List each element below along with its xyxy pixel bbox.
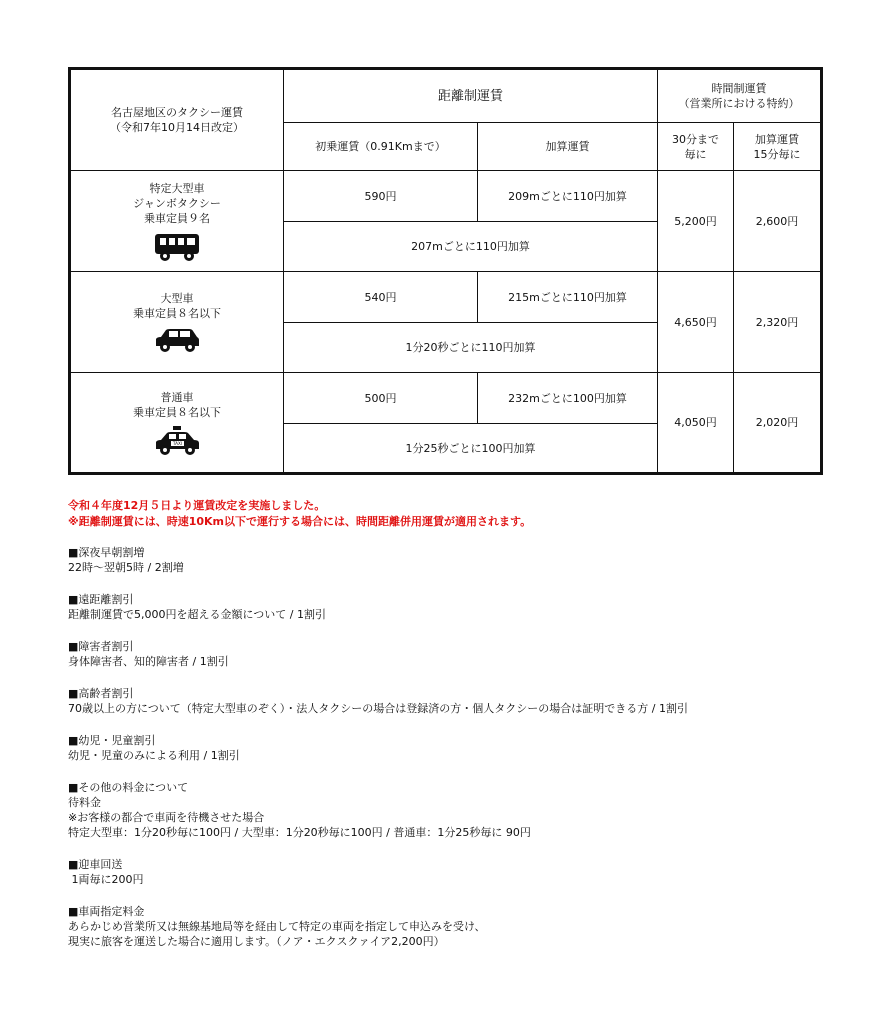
time-fare-header-note: （営業所における特約） bbox=[678, 97, 800, 110]
distance-fare-note: ※距離制運賃には、時速10Km以下で運行する場合には、時間距離併用運賃が適用されます。 bbox=[68, 515, 532, 528]
revision-notice-line: 令和４年度12月５日より運賃改定を実施しました。 bbox=[68, 499, 326, 512]
section-heading: ■ 障害者割引 bbox=[68, 639, 858, 654]
fare-table bbox=[68, 67, 823, 475]
section-heading: ■ その他の料金について bbox=[68, 780, 858, 795]
table-title-cell bbox=[70, 69, 284, 171]
section-heading: ■ 遠距離割引 bbox=[68, 592, 858, 607]
vehicle-type-line: 乗車定員８名以下 bbox=[133, 405, 221, 419]
time-distance-fare: 207mごとに110円加算 bbox=[284, 222, 658, 272]
per-30min-header bbox=[658, 123, 734, 171]
section-text: 70歳以上の方について（特定大型車のぞく）・法人タクシーの場合は登録済の方・個人タクシーの場合は証明できる方 / 1割引 bbox=[68, 702, 688, 715]
vehicle-type-cell bbox=[70, 272, 284, 373]
pickup-fee-section bbox=[68, 857, 858, 887]
vehicle-type-line: 特定大型車 bbox=[149, 181, 205, 195]
vehicle-type-line: 乗車定員８名以下 bbox=[133, 307, 221, 320]
time-fare-header bbox=[658, 69, 822, 123]
time-fare-header-title: 時間制運賃 bbox=[711, 82, 767, 95]
per-30min-fare: 5,200円 bbox=[658, 171, 734, 272]
per-15min-fare: 2,320円 bbox=[734, 272, 822, 373]
section-heading: ■ 深夜早朝割増 bbox=[68, 545, 858, 560]
fare-revision-notice bbox=[68, 498, 531, 530]
time-distance-fare: 1分20秒ごとに110円加算 bbox=[284, 323, 658, 373]
vehicle-designation-fee-section bbox=[68, 904, 858, 949]
section-heading: ■ 幼児・児童割引 bbox=[68, 733, 858, 748]
section-text: 特定大型車：1分20秒毎に100円 / 大型車：1分20秒毎に100円 / 普通車：1分25秒毎に 90円 bbox=[68, 826, 531, 839]
section-text: 待料金 bbox=[68, 796, 101, 809]
fee-notes bbox=[68, 545, 858, 966]
per-30min-fare: 4,050円 bbox=[658, 373, 734, 474]
taxi-icon bbox=[153, 426, 201, 456]
car-icon bbox=[153, 327, 201, 353]
initial-fare: 500円 bbox=[284, 373, 478, 424]
child-discount-section bbox=[68, 733, 858, 763]
per-30min-header-line2: 毎に bbox=[684, 147, 707, 161]
vehicle-type-cell bbox=[70, 171, 284, 272]
per-15min-fare: 2,600円 bbox=[734, 171, 822, 272]
long-distance-discount-section bbox=[68, 592, 858, 622]
per-30min-fare: 4,650円 bbox=[658, 272, 734, 373]
vehicle-type-line: 普通車 bbox=[160, 390, 194, 404]
section-heading: ■ 高齢者割引 bbox=[68, 686, 858, 701]
initial-fare: 540円 bbox=[284, 272, 478, 323]
section-heading: ■ 迎車回送 bbox=[68, 857, 858, 872]
table-row bbox=[70, 171, 822, 222]
per-15min-fare: 2,020円 bbox=[734, 373, 822, 474]
section-text: 身体障害者、知的障害者 / 1割引 bbox=[68, 655, 229, 668]
revision-date: （令和7年10月14日改定） bbox=[110, 121, 244, 134]
section-text: 22時～翌朝5時 / 2割増 bbox=[68, 561, 184, 574]
late-night-surcharge-section bbox=[68, 545, 858, 575]
vehicle-type-cell bbox=[70, 373, 284, 474]
section-text: ※お客様の都合で車両を待機させた場合 bbox=[68, 811, 265, 824]
section-heading: ■ 車両指定料金 bbox=[68, 904, 858, 919]
initial-fare-header: 初乗運賃（0.91Kmまで） bbox=[284, 123, 478, 171]
section-text: 距離制運賃で5,000円を超える金額について / 1割引 bbox=[68, 608, 326, 621]
section-text: あらかじめ営業所又は無線基地局等を経由して特定の車両を指定して申込みを受け、 bbox=[68, 920, 486, 933]
per-15min-header-line1: 加算運賃 bbox=[755, 132, 800, 146]
additional-fare: 232mごとに100円加算 bbox=[478, 373, 658, 424]
per-30min-header-line1: 30分まで bbox=[672, 132, 720, 146]
vehicle-type-line: 大型車 bbox=[160, 292, 194, 305]
initial-fare: 590円 bbox=[284, 171, 478, 222]
additional-fare-header: 加算運賃 bbox=[478, 123, 658, 171]
senior-discount-section bbox=[68, 686, 858, 716]
table-title: 名古屋地区のタクシー運賃 bbox=[111, 106, 243, 119]
other-fees-section bbox=[68, 780, 858, 840]
vehicle-type-line: ジャンボタクシー bbox=[133, 196, 221, 210]
section-text: 幼児・児童のみによる利用 / 1割引 bbox=[68, 749, 240, 762]
bus-icon bbox=[153, 232, 201, 262]
vehicle-type-line: 乗車定員９名 bbox=[144, 211, 210, 225]
additional-fare: 209mごとに110円加算 bbox=[478, 171, 658, 222]
per-15min-header-line2: 15分毎に bbox=[753, 147, 801, 161]
section-text: 1両毎に200円 bbox=[68, 873, 144, 886]
time-distance-fare: 1分25秒ごとに100円加算 bbox=[284, 424, 658, 474]
taxi-sign: TAXI bbox=[172, 440, 183, 446]
distance-fare-header: 距離制運賃 bbox=[284, 69, 658, 123]
table-row bbox=[70, 272, 822, 323]
disability-discount-section bbox=[68, 639, 858, 669]
per-15min-header bbox=[734, 123, 822, 171]
additional-fare: 215mごとに110円加算 bbox=[478, 272, 658, 323]
section-text: 現実に旅客を運送した場合に適用します。（ノア・エクスクァイア2,200円） bbox=[68, 935, 445, 948]
table-row bbox=[70, 373, 822, 424]
